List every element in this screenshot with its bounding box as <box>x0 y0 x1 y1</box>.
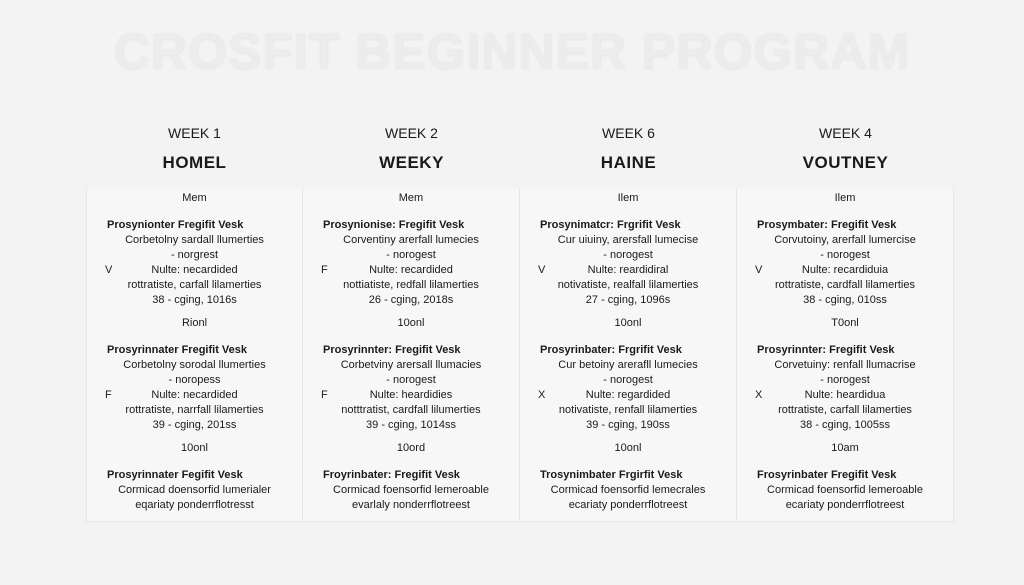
workout-block <box>87 188 302 308</box>
marker: F <box>105 389 112 401</box>
workout-duration: 38 - cging, 1005ss <box>800 419 890 431</box>
workout-note: Nulte: heardidua <box>804 389 886 401</box>
workout-line <box>737 263 953 278</box>
marker: F <box>321 389 328 401</box>
workout-duration: 39 - cging, 190ss <box>586 419 670 431</box>
workout-line: rottratiste, carfall lilamerties <box>127 279 262 291</box>
workout-note: Nulte: necardided <box>151 389 238 401</box>
workout-heading: Prosynionise: Fregifit Vesk <box>323 219 465 231</box>
week-panel <box>86 188 303 522</box>
workout-line <box>737 388 953 403</box>
block-label: 10onl <box>181 442 208 454</box>
workout-line: - norogest <box>820 249 870 261</box>
workout-line: - norogest <box>386 374 436 386</box>
week-column <box>737 120 954 522</box>
workout-line: - norogest <box>386 249 436 261</box>
week-name: HOMEL <box>162 153 227 172</box>
week-name: HAINE <box>600 153 657 172</box>
workout-line: Corvetuiny: renfall llumacrise <box>774 359 916 371</box>
workout-line: Corbetolny sardall llumerties <box>125 234 264 246</box>
workout-duration: 39 - cging, 1014ss <box>366 419 456 431</box>
workout-line: notivatiste, realfall lilamerties <box>557 279 699 291</box>
workout-line: - noropess <box>168 374 221 386</box>
block-label: Rionl <box>181 317 208 329</box>
workout-line: Cormicad foensorfid lemecrales <box>550 484 706 496</box>
block-label: Ilem <box>617 192 639 204</box>
workout-duration: 39 - cging, 201ss <box>152 419 237 431</box>
workout-line: Cur betoiny arerafll lumecies <box>558 359 698 371</box>
workout-line: evarlaly nonderrflotreest <box>351 499 470 511</box>
block-label: 10am <box>831 442 859 454</box>
workout-line: notivatiste, renfall lilamerties <box>558 404 698 416</box>
workout-line: - norogest <box>603 374 653 386</box>
workout-note: Nulte: regardided <box>585 389 671 401</box>
workout-block <box>737 313 953 433</box>
workout-line <box>87 388 302 403</box>
workout-note: Nulte: necardided <box>151 264 238 276</box>
workout-line: - norogest <box>820 374 870 386</box>
workout-line: Cormicad doensorfid lumerialer <box>118 484 271 496</box>
week-name: VOUTNEY <box>802 153 889 172</box>
page-title: CROSFIT BEGINNER PROGRAM <box>113 23 911 79</box>
workout-block <box>520 313 736 433</box>
workout-block <box>737 438 953 513</box>
workout-block <box>520 438 736 513</box>
week-column <box>303 120 520 522</box>
workout-line <box>520 263 736 278</box>
week-panel <box>737 188 954 522</box>
week-label: WEEK 4 <box>819 125 872 141</box>
marker: V <box>538 264 546 276</box>
block-label: Mem <box>182 192 207 204</box>
week-name: WEEKY <box>379 153 444 172</box>
workout-line: notttratist, cardfall lilumerties <box>341 404 481 416</box>
workout-note: Nulte: recardided <box>369 264 453 276</box>
marker: X <box>538 389 546 401</box>
marker: F <box>321 264 328 276</box>
workout-line: Corbetviny arersall llumacies <box>340 359 482 371</box>
workout-heading: Prosynimatcr: Frgrifit Vesk <box>540 219 681 231</box>
workout-line: Cur uiuiny, arersfall lumecise <box>557 234 699 246</box>
workout-block <box>87 313 302 433</box>
workout-line <box>520 388 736 403</box>
workout-block <box>303 188 519 308</box>
workout-heading: Prosymbater: Fregifit Vesk <box>757 219 897 231</box>
block-label: 10onl <box>397 317 425 329</box>
week-panel <box>303 188 520 522</box>
workout-line: Corvutoiny, arerfall lumercise <box>774 234 916 246</box>
workout-duration: 38 - cging, 1016s <box>152 294 237 306</box>
marker: V <box>755 264 763 276</box>
workout-heading: Frosyrinbater Fregifit Vesk <box>757 469 897 481</box>
workout-line: - norgrest <box>170 249 219 261</box>
workout-line: rottratiste, cardfall lilamerties <box>775 279 915 291</box>
week-column <box>86 120 303 522</box>
block-label: 10onl <box>614 442 642 454</box>
workout-heading: Prosyrinnater Fegifit Vesk <box>107 469 243 481</box>
block-label: T0onl <box>831 317 859 329</box>
workout-line <box>87 263 302 278</box>
workout-line: Cormicad foensorfid lemeroable <box>333 484 489 496</box>
workout-duration: 26 - cging, 2018s <box>368 294 454 306</box>
week-column <box>520 120 737 522</box>
week-columns <box>86 120 954 522</box>
workout-block <box>303 438 519 513</box>
marker: V <box>105 264 113 276</box>
workout-duration: 27 - cging, 1096s <box>585 294 671 306</box>
workout-block <box>737 188 953 308</box>
workout-note: Nulte: recardiduia <box>801 264 889 276</box>
block-label: 10ord <box>396 442 426 454</box>
workout-line: Corventiny arerfall lumecies <box>343 234 479 246</box>
workout-heading: Prosyrinnater Fregifit Vesk <box>107 344 247 356</box>
workout-heading: Prosyrinnter: Fregifit Vesk <box>323 344 461 356</box>
workout-line: Corbetolny sorodal llumerties <box>123 359 266 371</box>
week-label: WEEK 1 <box>168 125 221 141</box>
week-label: WEEK 6 <box>602 125 655 141</box>
workout-note: Nulte: reardidiral <box>587 264 669 276</box>
workout-block <box>520 188 736 308</box>
workout-block <box>87 438 302 513</box>
week-label: WEEK 2 <box>385 125 438 141</box>
block-label: 10onl <box>614 317 642 329</box>
block-label: Ilem <box>834 192 856 204</box>
workout-line: rottratiste, carfall lilamerties <box>778 404 912 416</box>
workout-heading: Prosyrinnter: Fregifit Vesk <box>757 344 895 356</box>
workout-duration: 38 - cging, 010ss <box>803 294 887 306</box>
workout-line: Cormicad foensorfid lemeroable <box>767 484 923 496</box>
workout-heading: Froyrinbater: Fregifit Vesk <box>323 469 460 481</box>
workout-note: Nulte: heardidies <box>369 389 453 401</box>
week-panel <box>520 188 737 522</box>
workout-line: ecariaty ponderrflotreest <box>785 499 905 511</box>
workout-heading: Trosynimbater Frgirfit Vesk <box>540 469 683 481</box>
workout-heading: Prosyrinbater: Frgrifit Vesk <box>540 344 682 356</box>
workout-line: - norogest <box>603 249 653 261</box>
workout-line: rottratiste, narrfall lilamerties <box>125 404 264 416</box>
workout-line: ecariaty ponderrflotreest <box>568 499 688 511</box>
workout-heading: Prosynionter Fregifit Vesk <box>107 219 244 231</box>
workout-line <box>303 388 519 403</box>
workout-line: eqariaty ponderrflotresst <box>135 499 254 511</box>
workout-line <box>303 263 519 278</box>
block-label: Mem <box>398 192 424 204</box>
workout-block <box>303 313 519 433</box>
workout-line: nottiatiste, redfall lilamerties <box>343 279 479 291</box>
marker: X <box>755 389 763 401</box>
